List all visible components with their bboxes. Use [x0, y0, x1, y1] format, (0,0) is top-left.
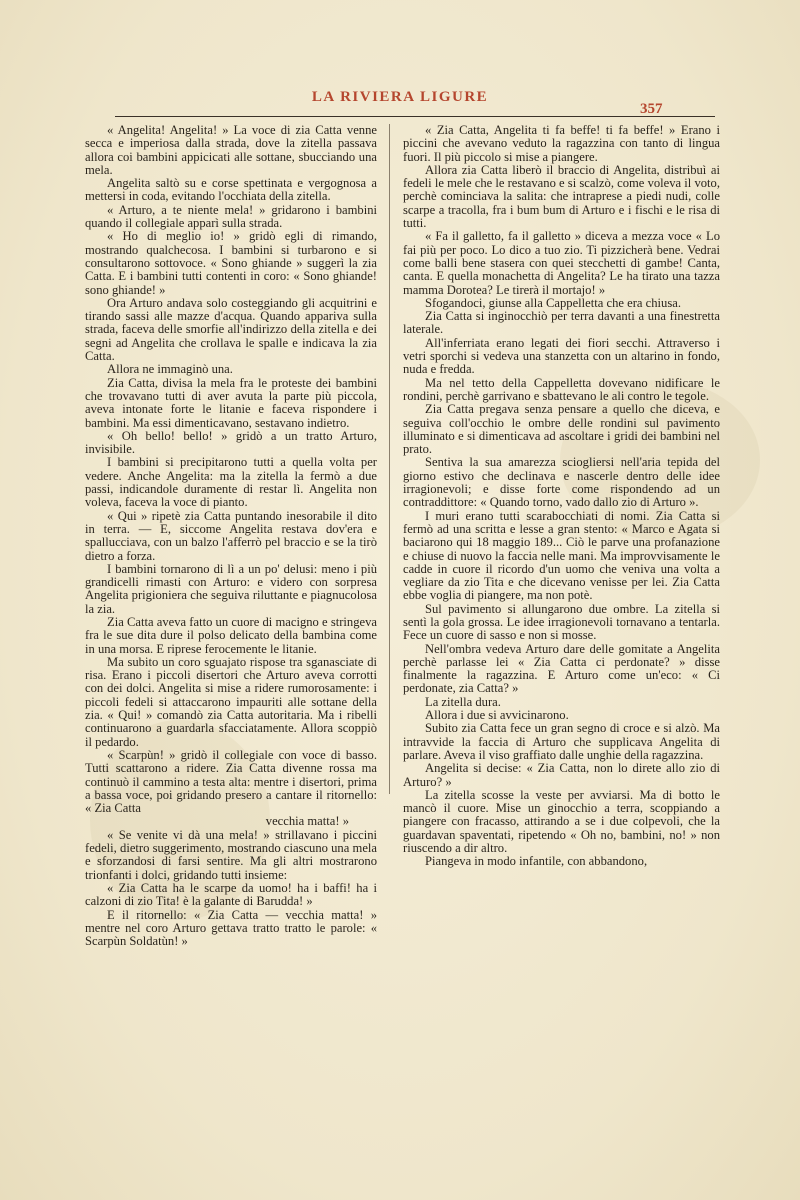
paragraph: Zia Catta si inginocchiò per terra davanti a una finestretta laterale.	[403, 309, 720, 337]
left-column	[85, 124, 377, 948]
paragraph: « Ho di meglio io! » gridò egli di rimando, mostrando qualchecosa. I bambini si turbarono e si consultarono sottovoce. « Sono ghiande » suggerì la zia Catta. E i bambini tutti contenti in coro: « Sono ghiande! sono ghiande! »	[85, 229, 377, 297]
header-rule	[115, 116, 715, 117]
paragraph: E il ritornello: « Zia Catta — vecchia matta! » mentre nel coro Arturo gettava tratto tratto le parole: « Scarpùn Soldatùn! »	[85, 907, 377, 949]
paragraph: Nell'ombra vedeva Arturo dare delle gomitate a Angelita perchè parlasse lei « Zia Catta ci perdonate? » disse finalmente la ragazzina. E Arturo come un'eco: « Ci perdonate, zia Catta? »	[403, 641, 720, 696]
paragraph: Ora Arturo andava solo costeggiando gli acquitrini e tirando sassi alle mazze d'acqua. Quando appariva sulla strada, faceva delle smorfie all'indirizzo della zitella e dei segni ad Angelita che crollava le spalle e indicava la zia Catta.	[85, 295, 377, 364]
paragraph: Angelita si decise: « Zia Catta, non lo direte allo zio di Arturo? »	[403, 761, 720, 789]
column-divider	[389, 124, 390, 794]
paragraph: « Scarpùn! » gridò il collegiale con voce di basso. Tutti scattarono a ridere. Zia Catta divenne rossa ma continuò il cammino a testa alta: mentre i disertori, prima a bassa voce, poi gridando presero a cantare il ritornello: « Zia Catta	[85, 747, 377, 816]
paragraph: vecchia matta! »	[265, 814, 349, 829]
paragraph: Ma subito un coro sguajato rispose tra sganasciate di risa. Erano i piccoli disertori che Arturo aveva corrotti con dei dolci. Angelita si mise a ridere rumorosamente: i piccoli fedeli si attaccarono impauriti alle sottane della zia. « Qui! » comandò zia Catta autoritaria. Ma i ribelli continuarono a guardarla sfacciatamente. Allora scoppiò il pedardo.	[85, 654, 377, 749]
paragraph: Allora ne immaginò una.	[107, 362, 233, 377]
paragraph: I bambini tornarono di lì a un po' delusi: meno i più grandicelli rimasti con Arturo: e videro con sorpresa Angelita prigioniera che seguiva riluttante e piagnucolosa la zia.	[85, 561, 377, 616]
paragraph: La zitella dura.	[425, 694, 501, 709]
paragraph: Zia Catta aveva fatto un cuore di macigno e stringeva fra le sue dita dure il polso delicato della bambina come in una morsa. E riprese ferocemente le litanie.	[85, 614, 377, 656]
paragraph: « Qui » ripetè zia Catta puntando inesorabile il dito in terra. — E, siccome Angelita restava dov'era e spallucciava, con un balzo l'afferrò pel braccio e se la tirò dietro a forza.	[85, 508, 377, 563]
running-header-title: LA RIVIERA LIGURE	[311, 89, 489, 105]
page-number: 357	[640, 101, 663, 117]
paragraph: Angelita saltò su e corse spettinata e vergognosa a mettersi in coda, evitando l'occhiata della zitella.	[85, 176, 377, 204]
paragraph: « Se venite vi dà una mela! » strillavano i piccini fedeli, dietro suggerimento, mostrando ciascuno una mela e sforzandosi di farsi sentire. Ma gli altri mostrarono trionfanti i dolci, gridando tutti insieme:	[85, 827, 377, 882]
right-column	[403, 124, 720, 869]
paragraph: Sul pavimento si allungarono due ombre. La zitella si sentì la gola grossa. Le idee irragionevoli tornavano a tentarla. Fece un cuore di sasso e non si mosse.	[403, 601, 720, 643]
paragraph: « Fa il galletto, fa il galletto » diceva a mezza voce « Lo fai più per poco. Lo dico a tuo zio. Ti pizzicherà bene. Vedrai come balli bene stasera con quei stecchetti di gambe! Canta, canta. E quella monachetta di Angelita? Le ha tirato una tazza mamma Dorotea? Le tirerà il mortajo! »	[403, 229, 720, 297]
paragraph: Subito zia Catta fece un gran segno di croce e si alzò. Ma intravvide la faccia di Arturo che supplicava Angelita di parlare. Aveva il viso graffiato dalle unghie della ragazzina.	[403, 721, 720, 762]
paragraph: All'inferriata erano legati dei fiori secchi. Attraverso i vetri sporchi si vedeva una stanzetta con un altarino in fondo, nuda e fredda.	[403, 335, 720, 377]
paragraph: Sentiva la sua amarezza sciogliersi nell'aria tepida del giorno estivo che declinava e nascerle dentro delle idee irragionevoli; e disse forte come rispondendo ad un contraddittore: « Quando torno, vado dallo zio di Arturo ».	[403, 455, 720, 510]
paragraph: I muri erano tutti scarabocchiati di nomi. Zia Catta si fermò ad una scritta e lesse a gran stento: « Marco e Agata si baciarono qui 18 maggio 189... Ciò le parve una profanazione e chiuse di nuovo la faccia nelle mani. Ma improvvisamente le cadde in cuore il ricordo d'un uomo che veniva una volta a vegliare da zio Tita e che dicevano venisse per lei. Zia Catta ebbe voglia di piangere, ma non potè.	[403, 508, 720, 603]
paragraph: « Zia Catta ha le scarpe da uomo! ha i baffi! ha i calzoni di zio Tita! è la galante di Barudda! »	[85, 880, 377, 909]
paragraph: I bambini si precipitarono tutti a quella volta per vedere. Anche Angelita: ma la zitella la fermò a due passi, indicandole duramente di restar lì. Angelita non voleva, faceva la voce di pianto.	[85, 455, 377, 510]
paragraph: Allora zia Catta liberò il braccio di Angelita, distribuì ai fedeli le mele che le restavano e si scalzò, come voleva il voto, perchè cominciava la salita: che intraprese a piedi nudi, colle scarpe a tracolla, fra i bum bum di Arturo e i fischi e le risa di tutti.	[403, 162, 720, 231]
paragraph: Ma nel tetto della Cappelletta dovevano nidificare le rondini, perchè garrivano e sbattevano le ali contro le tegole.	[403, 375, 720, 403]
paragraph: Zia Catta pregava senza pensare a quello che diceva, e seguiva coll'occhio le ombre delle rondini sul pavimento illuminato e si dimenticava ad ascoltare i gridi dei bambini nel prato.	[403, 402, 720, 457]
paragraph: Piangeva in modo infantile, con abbandono,	[425, 854, 648, 869]
paragraph: Allora i due si avvicinarono.	[425, 708, 569, 723]
paragraph: « Zia Catta, Angelita ti fa beffe! ti fa beffe! » Erano i piccini che avevano veduto la ragazzina con tanto di lingua fuori. Il più piccolo si mise a piangere.	[403, 123, 720, 164]
paragraph: « Oh bello! bello! » gridò a un tratto Arturo, invisibile.	[85, 428, 377, 457]
paragraph: « Angelita! Angelita! » La voce di zia Catta venne secca e imperiosa dalla strada, dove la zitella passava allora coi bambini appicicati alle sottane, sbucciando una mela.	[85, 123, 377, 177]
paragraph: Sfogandoci, giunse alla Cappelletta che era chiusa.	[425, 295, 681, 310]
paragraph: Zia Catta, divisa la mela fra le proteste dei bambini che trovavano tutti di aver avuta la parte più piccola, aveva intonate forte le litanie e faceva rispondere i bambini. Ma essi dimenticavano, sestavano indietro.	[85, 375, 377, 430]
paragraph: La zitella scosse la veste per avviarsi. Ma di botto le mancò il cuore. Mise un ginocchio a terra, scoppiando a piangere con fracasso, attirando a se i due colpevoli, che la guardavan spaventati, ripetendo « Oh no, bambini, no! » non riuscendo a dir altro.	[403, 787, 720, 856]
paragraph: « Arturo, a te niente mela! » gridarono i bambini quando il collegiale apparì sulla strada.	[85, 202, 377, 231]
